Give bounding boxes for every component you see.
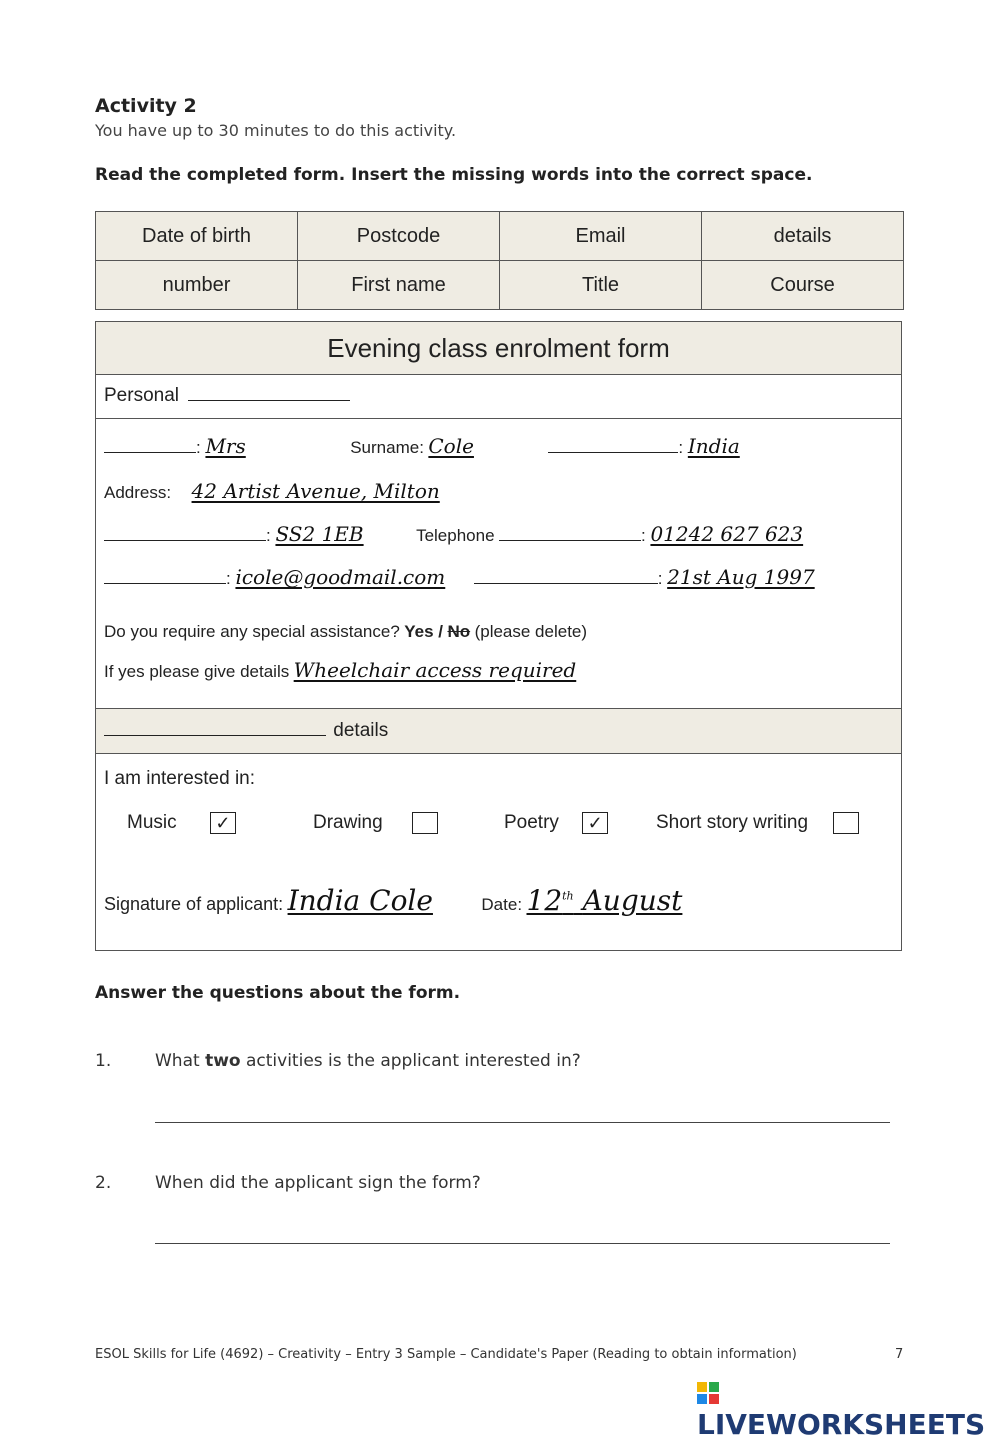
course-details-label: details bbox=[333, 720, 389, 741]
name-row: : Mrs Surname: Cole : India bbox=[104, 434, 740, 458]
option-poetry bbox=[504, 812, 608, 834]
date-value bbox=[527, 884, 683, 917]
title-value: Mrs bbox=[205, 434, 246, 458]
option-label: Short story writing bbox=[656, 812, 809, 834]
answer-1-line[interactable] bbox=[155, 1122, 890, 1123]
date-month: August bbox=[582, 884, 683, 917]
word-bank-cell: number bbox=[96, 261, 298, 310]
question-1-text bbox=[155, 1051, 581, 1071]
logo-mark-icon bbox=[697, 1382, 719, 1404]
word-bank-cell: First name bbox=[298, 261, 500, 310]
number-blank-input[interactable] bbox=[499, 524, 641, 541]
dob-value: 21st Aug 1997 bbox=[667, 565, 815, 589]
question-1-number: 1. bbox=[95, 1051, 112, 1071]
no-option: No bbox=[447, 622, 471, 641]
email-blank-input[interactable] bbox=[104, 567, 226, 584]
word-bank-row bbox=[96, 212, 904, 261]
option-label: Music bbox=[127, 812, 177, 834]
date-label: Date: bbox=[481, 895, 523, 914]
option-short-story bbox=[656, 812, 859, 834]
liveworksheets-logo bbox=[697, 1375, 1000, 1441]
postcode-blank-input[interactable] bbox=[104, 524, 266, 541]
interested-label: I am interested in: bbox=[104, 768, 256, 789]
surname-value: Cole bbox=[428, 434, 474, 458]
dob-blank-input[interactable] bbox=[474, 567, 658, 584]
activity-heading: Activity 2 bbox=[95, 95, 197, 117]
word-bank-cell: Date of birth bbox=[96, 212, 298, 261]
option-label: Poetry bbox=[504, 812, 559, 834]
address-label: Address: bbox=[104, 483, 172, 502]
surname-label: Surname: bbox=[350, 438, 424, 457]
question-2-text: When did the applicant sign the form? bbox=[155, 1173, 481, 1193]
short-story-checkbox[interactable] bbox=[833, 812, 859, 834]
email-value: icole@goodmail.com bbox=[235, 565, 446, 589]
first-name-value: India bbox=[687, 434, 740, 458]
questions-heading: Answer the questions about the form. bbox=[95, 983, 461, 1003]
word-bank-cell: Postcode bbox=[298, 212, 500, 261]
music-checkbox[interactable]: ✓ bbox=[210, 812, 236, 834]
word-bank-cell: Title bbox=[500, 261, 702, 310]
enrolment-form bbox=[95, 321, 902, 951]
word-bank-cell: Email bbox=[500, 212, 702, 261]
form-title: Evening class enrolment form bbox=[96, 322, 901, 375]
first-name-blank-input[interactable] bbox=[548, 436, 678, 453]
please-delete-note: (please delete) bbox=[474, 622, 588, 641]
signature-label: Signature of applicant: bbox=[104, 894, 284, 914]
word-bank-cell: Course bbox=[702, 261, 904, 310]
address-value: 42 Artist Avenue, Milton bbox=[191, 479, 440, 503]
postcode-row: : SS2 1EB Telephone : 01242 627 623 bbox=[104, 522, 803, 546]
question-text-part: activities is the applicant interested in? bbox=[240, 1051, 581, 1071]
option-drawing bbox=[313, 812, 438, 834]
poetry-checkbox[interactable]: ✓ bbox=[582, 812, 608, 834]
telephone-value: 01242 627 623 bbox=[650, 522, 804, 546]
word-bank-table bbox=[95, 211, 904, 310]
signature-value: India Cole bbox=[287, 884, 433, 917]
assistance-details-row bbox=[104, 658, 576, 682]
activity-instruction: Read the completed form. Insert the missing words into the correct space. bbox=[95, 165, 813, 185]
postcode-value: SS2 1EB bbox=[275, 522, 364, 546]
date-suffix: th bbox=[562, 889, 574, 903]
word-bank-cell: details bbox=[702, 212, 904, 261]
course-blank-input[interactable] bbox=[104, 719, 326, 736]
personal-blank-input[interactable] bbox=[188, 384, 350, 401]
signature-row bbox=[104, 884, 682, 917]
word-bank-row bbox=[96, 261, 904, 310]
footer-text: ESOL Skills for Life (4692) – Creativity – Entry 3 Sample – Candidate's Paper (Reading to obtain information) bbox=[95, 1347, 797, 1362]
personal-details-header bbox=[96, 374, 901, 419]
personal-label: Personal bbox=[104, 385, 179, 406]
assistance-question: Do you require any special assistance? bbox=[104, 622, 400, 641]
logo-text: LIVEWORKSHEETS bbox=[697, 1408, 986, 1441]
course-details-header bbox=[96, 708, 901, 754]
option-label: Drawing bbox=[313, 812, 383, 834]
assistance-row bbox=[104, 622, 587, 642]
question-text-part: What bbox=[155, 1051, 206, 1071]
address-row bbox=[104, 479, 440, 503]
option-music bbox=[127, 812, 236, 834]
answer-2-line[interactable] bbox=[155, 1243, 890, 1244]
if-yes-label: If yes please give details bbox=[104, 662, 290, 681]
activity-subtitle: You have up to 30 minutes to do this activity. bbox=[95, 121, 457, 140]
if-yes-value: Wheelchair access required bbox=[293, 658, 577, 682]
question-2-number: 2. bbox=[95, 1173, 112, 1193]
date-day: 12 bbox=[526, 884, 563, 917]
telephone-label: Telephone bbox=[416, 526, 495, 545]
page-number: 7 bbox=[895, 1347, 904, 1362]
title-blank-input[interactable] bbox=[104, 436, 196, 453]
yes-option: Yes / bbox=[404, 622, 443, 641]
email-row: : icole@goodmail.com : 21st Aug 1997 bbox=[104, 565, 815, 589]
question-text-bold: two bbox=[205, 1051, 241, 1071]
drawing-checkbox[interactable] bbox=[412, 812, 438, 834]
